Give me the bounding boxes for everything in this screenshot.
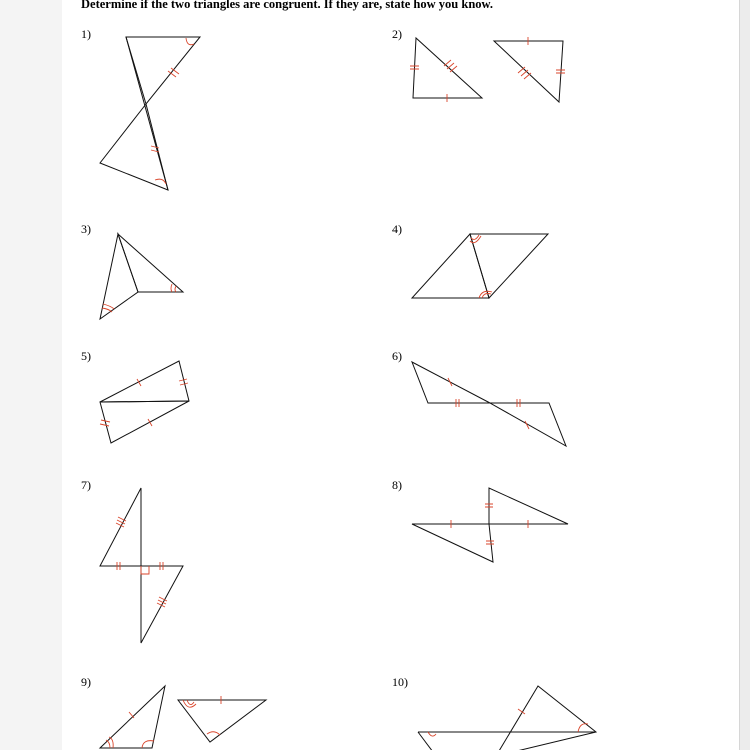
tick-mark-6a [448,378,452,386]
triangle-2b [494,41,563,102]
tick-mark-8d [486,541,494,544]
problem-2-figure [410,37,565,102]
triangle-9a [100,686,165,748]
problem-6-number: 6) [392,349,402,363]
angle-mark-3d [175,286,176,292]
problem-7-number: 7) [81,478,91,492]
problem-9-number: 9) [81,675,91,689]
tick-mark-5b [179,379,188,385]
angle-mark-9f [207,732,220,735]
triangle-8b [489,488,568,524]
problem-1-figure [100,37,200,190]
problem-1-number: 1) [81,27,91,41]
triangle-5b [100,401,189,443]
problem-3-number: 3) [81,222,91,236]
triangle-7b [141,566,183,643]
segment-1-diag [126,37,168,190]
angle-mark-1b [155,179,166,184]
problem-7-figure [100,488,183,643]
problem-5-figure [100,361,189,443]
problem-8-figure [412,488,568,562]
triangle-6b [490,403,566,446]
triangle-3b [118,234,183,292]
triangle-1b [100,104,168,190]
triangle-4a [412,234,489,298]
right-angle-mark-7 [141,566,149,574]
tick-mark-9a [129,712,134,718]
problem-4-figure [412,234,548,298]
problem-10-figure [418,686,596,750]
triangle-5a [100,361,189,402]
triangle-9b [178,700,266,742]
angle-mark-10b [428,732,436,736]
angle-mark-1a [186,38,194,45]
segment-10-left [418,732,436,750]
triangle-10a [496,686,596,750]
problem-2-number: 2) [392,27,402,41]
triangle-6a [412,362,490,403]
tick-mark-5d [100,420,110,426]
worksheet-instructions: Determine if the two triangles are congruent. If they are, state how you know. [81,0,493,11]
problem-3-figure [100,234,183,319]
tick-mark-1a [168,68,179,77]
triangle-1a [126,37,200,104]
problem-4-number: 4) [392,222,402,236]
angle-mark-9d [187,700,194,705]
angle-mark-4b [471,235,479,239]
tick-mark-2b [444,60,457,72]
problem-8-number: 8) [392,478,402,492]
problem-10-number: 10) [392,675,408,689]
problem-9-figure [100,686,266,748]
problem-6-figure [412,362,566,446]
triangle-8a [412,524,493,562]
tick-mark-2f [518,67,531,79]
angle-mark-3c [171,284,172,292]
problem-5-number: 5) [81,349,91,363]
triangle-7a [100,488,141,566]
triangle-4b [470,234,548,298]
